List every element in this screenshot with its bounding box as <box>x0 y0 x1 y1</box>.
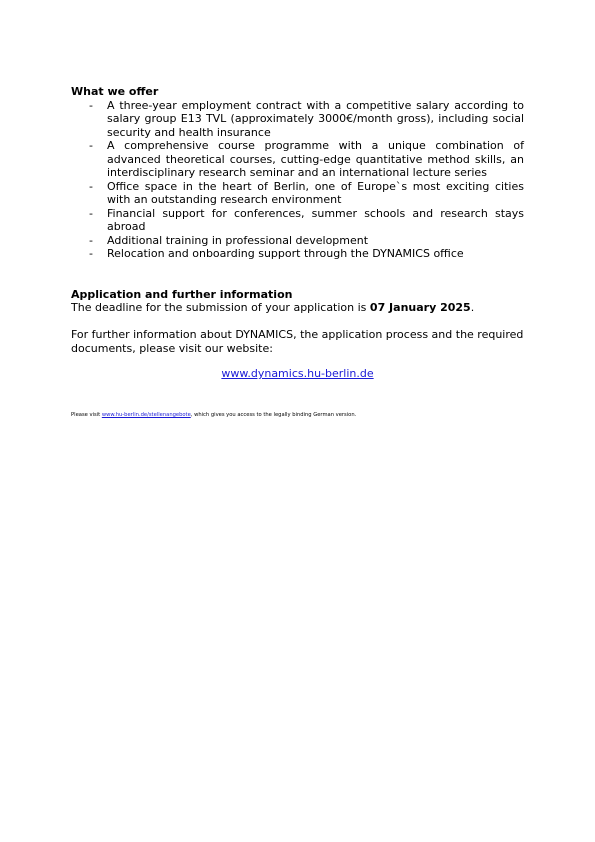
offer-item-text: Office space in the heart of Berlin, one of Europe`s most exciting cities with an outstanding research environment <box>107 179 524 206</box>
list-dash: - <box>89 233 93 247</box>
deadline-paragraph <box>71 301 524 315</box>
offer-heading: What we offer <box>71 85 159 98</box>
deadline-date: 07 January 2025 <box>369 301 471 314</box>
deadline-prefix: The deadline for the submission of your application is <box>71 301 370 314</box>
offer-item <box>71 234 524 248</box>
footnote-suffix: , which gives you access to the legally binding German version. <box>190 412 357 418</box>
list-dash: - <box>89 139 93 152</box>
website-link[interactable]: www.dynamics.hu-berlin.de <box>221 367 374 380</box>
document-body <box>71 85 524 381</box>
application-heading: Application and further information <box>71 287 293 301</box>
list-dash: - <box>89 179 93 193</box>
list-dash: - <box>89 98 93 112</box>
footnote <box>71 412 356 419</box>
offer-item-text: Additional training in professional development <box>107 233 369 247</box>
footnote-prefix: Please visit <box>71 412 102 418</box>
offer-item <box>71 99 524 140</box>
list-dash: - <box>89 247 93 260</box>
offer-item <box>71 247 524 261</box>
website-link-line <box>71 367 524 381</box>
offer-item-text: Financial support for conferences, summer schools and research stays abroad <box>107 206 524 233</box>
list-dash: - <box>89 206 93 220</box>
offer-item <box>71 180 524 207</box>
offer-item-text: Relocation and onboarding support through the DYNAMICS office <box>107 247 464 260</box>
deadline-suffix: . <box>470 301 475 314</box>
footnote-link[interactable]: www.hu-berlin.de/stellenangebote <box>101 412 191 418</box>
offer-list <box>71 99 524 261</box>
offer-item <box>71 139 524 180</box>
offer-item <box>71 207 524 234</box>
offer-item-text: A comprehensive course programme with a unique combination of advanced theoretical courses, cutting-edge quantitative method skills, an interdisciplinary research seminar and an international lecture series <box>107 139 524 179</box>
info-paragraph: For further information about DYNAMICS, the application process and the required documents, please visit our website: <box>71 328 524 355</box>
offer-item-text: A three-year employment contract with a competitive salary according to salary group E13 TVL (approximately 3000€/month gross), including social security and health insurance <box>107 98 524 139</box>
